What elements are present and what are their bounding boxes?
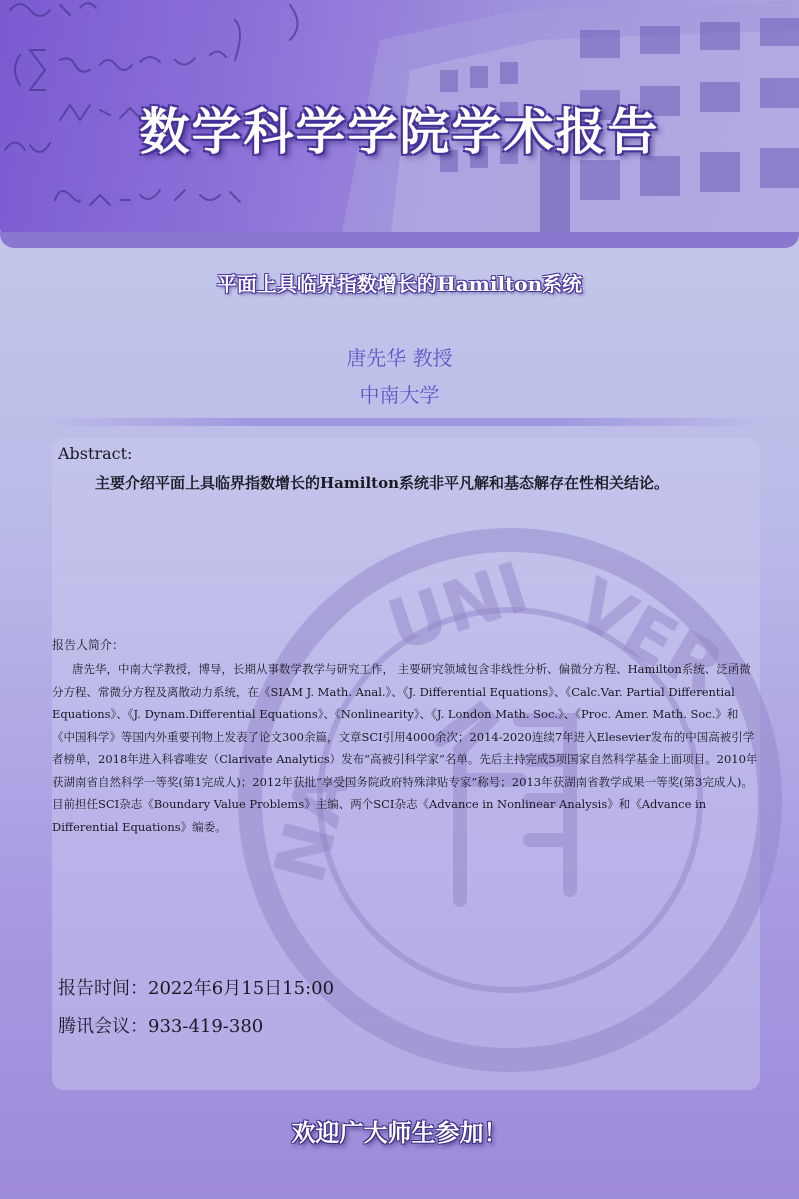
header-banner [0,0,799,242]
welcome-message: 欢迎广大师生参加！ [291,1118,508,1147]
abstract-label: Abstract: [58,444,133,463]
speaker-name: 唐先华 教授 [346,346,453,370]
speaker-affiliation: 中南大学 [359,383,440,407]
bio-text: 唐先华，中南大学教授，博导，长期从事数学教学与研究工作， 主要研究领域包含非线性分析、偏微分方程、Hamilton系统、泛函微分方程、常微分方程及离散动力系统，在《SIAM J. Math. Anal.》、《J. Differential Equations》、《Calc.Var. Partial Differential Equations》、《J. Dynam.Differential Equations》、《Nonlinearity》、《J. London Math. Soc.》、《Proc. Amer. Math. Soc.》和《中国科学》等国内外重要刊物上发表了论文300余篇，文章SCI引用4000余次；2014-2020连续7年进入Elesevier发布的中国高被引学者榜单，2018年进入科睿唯安（Clarivate Analytics）发布“高被引科学家”名单。先后主持完成5项国家自然科学基金上面项目。2010年获湖南省自然科学一等奖(第1完成人)；2012年获批“享受国务院政府特殊津贴专家”称号；2013年获湖南省教学成果一等奖(第3完成人)。目前担任SCI杂志《Boundary Value Problems》主编、两个SCI杂志《Advance in Nonlinear Analysis》和《Advance in Differential Equations》编委。 [52,662,758,834]
talk-title: 平面上具临界指数增长的Hamilton系统 [216,272,583,296]
section-divider [40,418,770,426]
abstract-text: 主要介绍平面上具临界指数增长的Hamilton系统非平凡解和基态解存在性相关结论。 [95,474,670,492]
banner-bottom-edge [0,232,799,248]
svg-text:VER: VER [561,562,738,712]
svg-text:NA: NA [258,760,367,892]
banner-title: 数学科学学院学术报告 [139,103,660,161]
svg-text:UNI: UNI [378,545,538,668]
talk-time: 报告时间：2022年6月15日15:00 [58,978,335,999]
meeting-id: 腾讯会议：933-419-380 [58,1016,264,1037]
bio-label: 报告人简介： [52,638,125,652]
